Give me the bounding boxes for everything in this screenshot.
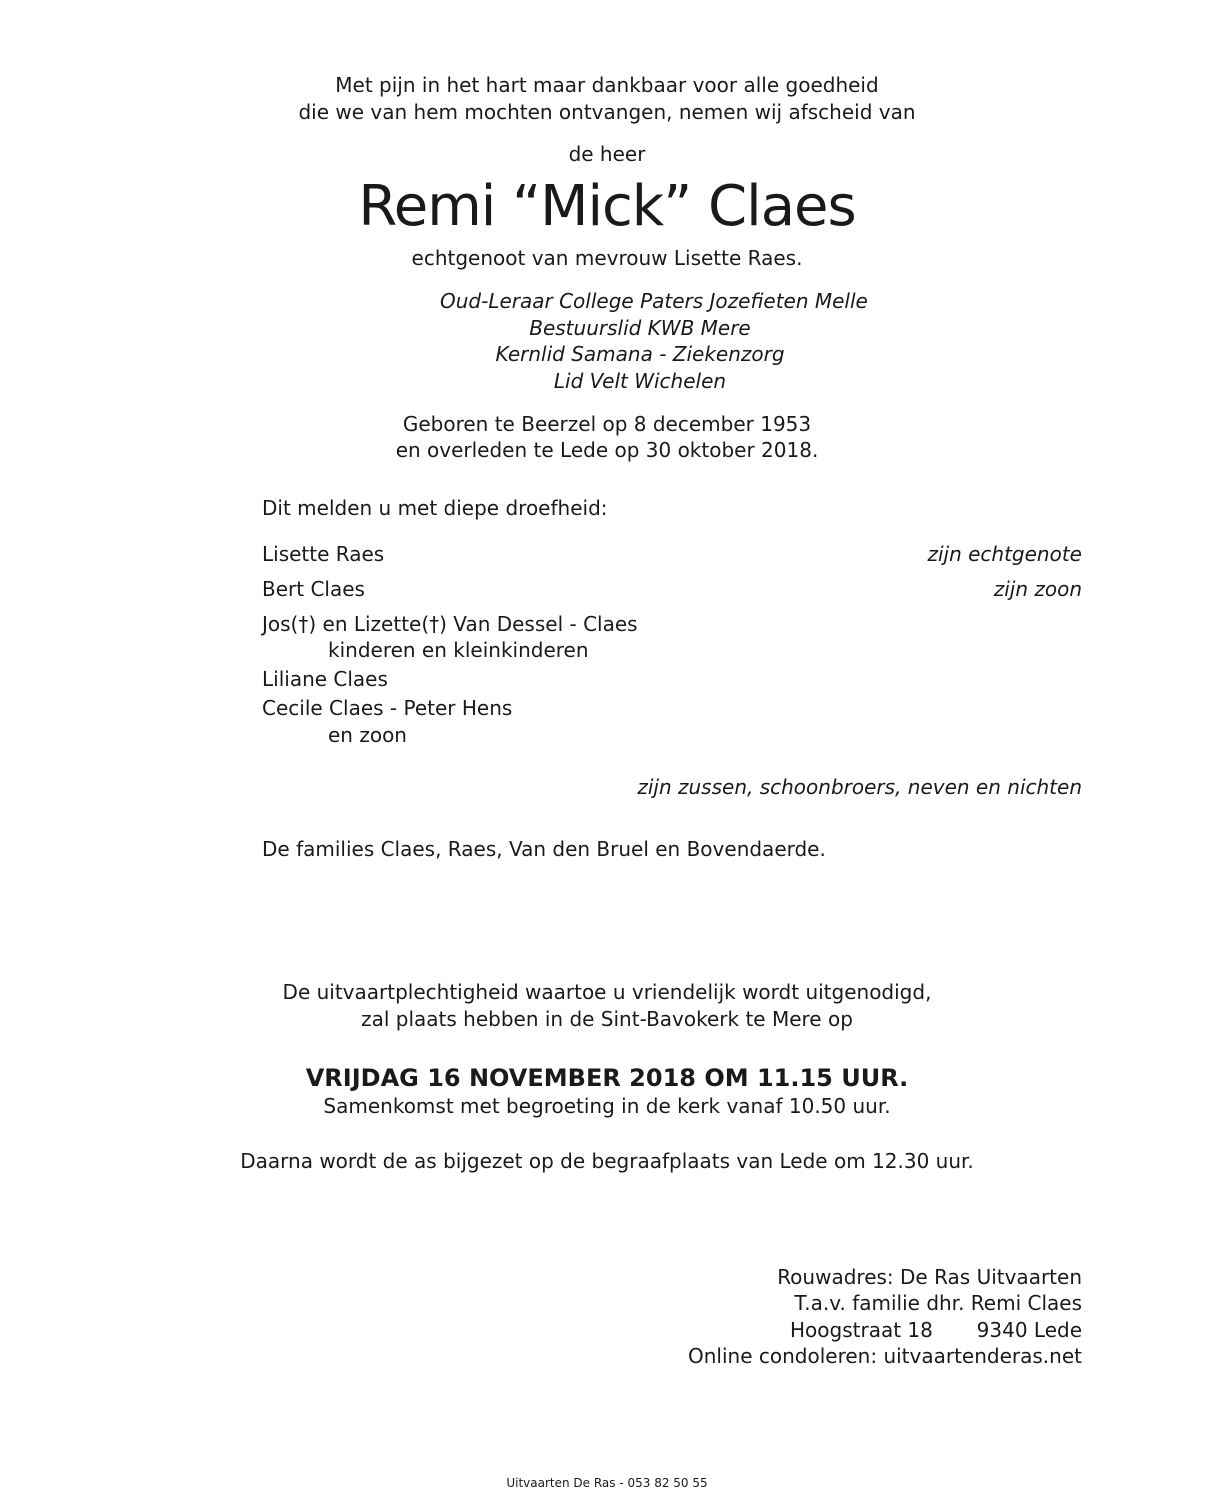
address-line-2: T.a.v. familie dhr. Remi Claes — [794, 1291, 1082, 1315]
birth-line: Geboren te Beerzel op 8 december 1953 — [402, 412, 812, 436]
online-condolence[interactable]: Online condoleren: uitvaartenderas.net — [688, 1344, 1082, 1368]
address-postcode-city: 9340 Lede — [976, 1318, 1082, 1342]
relation-siblings: zijn zussen, schoonbroers, neven en nichten — [637, 775, 1082, 799]
family-member-cecile-sub: en zoon — [328, 723, 407, 747]
intro-line-1: Met pijn in het hart maar dankbaar voor alle goedheid — [335, 73, 879, 97]
family-member-cecile: Cecile Claes - Peter Hens — [262, 696, 513, 720]
family-member-bert: Bert Claes — [262, 577, 365, 601]
honorific: de heer — [568, 142, 646, 166]
relation-echtgenote: zijn echtgenote — [927, 542, 1082, 566]
deceased-name: Remi “Mick” Claes — [358, 174, 856, 239]
role-item: Oud-Leraar College Paters Jozefieten Melle — [440, 289, 868, 313]
spouse-line: echtgenoot van mevrouw Lisette Raes. — [411, 246, 803, 270]
role-item: Bestuurslid KWB Mere — [529, 316, 751, 340]
family-member-liliane: Liliane Claes — [262, 667, 388, 691]
ceremony-line-1: De uitvaartplechtigheid waartoe u vriendelijk wordt uitgenodigd, — [282, 980, 932, 1004]
footer-contact: Uitvaarten De Ras - 053 82 50 55 — [506, 1476, 708, 1490]
death-line: en overleden te Lede op 30 oktober 2018. — [395, 438, 819, 462]
role-item: Lid Velt Wichelen — [553, 369, 727, 393]
families-line: De families Claes, Raes, Van den Bruel en Bovendaerde. — [262, 837, 826, 861]
role-item: Kernlid Samana - Ziekenzorg — [495, 342, 785, 366]
address-street: Hoogstraat 18 — [790, 1318, 933, 1342]
relation-zoon: zijn zoon — [993, 577, 1082, 601]
burial-line: Daarna wordt de as bijgezet op de begraafplaats van Lede om 12.30 uur. — [240, 1149, 974, 1173]
ceremony-line-2: zal plaats hebben in de Sint-Bavokerk te Mere op — [361, 1007, 853, 1031]
family-member-jos-lizette-sub: kinderen en kleinkinderen — [328, 638, 589, 662]
family-member-lisette: Lisette Raes — [262, 542, 385, 566]
announcement: Dit melden u met diepe droefheid: — [262, 496, 608, 520]
family-member-jos-lizette: Jos(†) en Lizette(†) Van Dessel - Claes — [262, 612, 638, 636]
intro-line-2: die we van hem mochten ontvangen, nemen wij afscheid van — [298, 100, 916, 124]
ceremony-date: VRIJDAG 16 NOVEMBER 2018 OM 11.15 UUR. — [305, 1064, 909, 1092]
gathering-line: Samenkomst met begroeting in de kerk vanaf 10.50 uur. — [323, 1094, 891, 1118]
address-line-1: Rouwadres: De Ras Uitvaarten — [777, 1265, 1082, 1289]
